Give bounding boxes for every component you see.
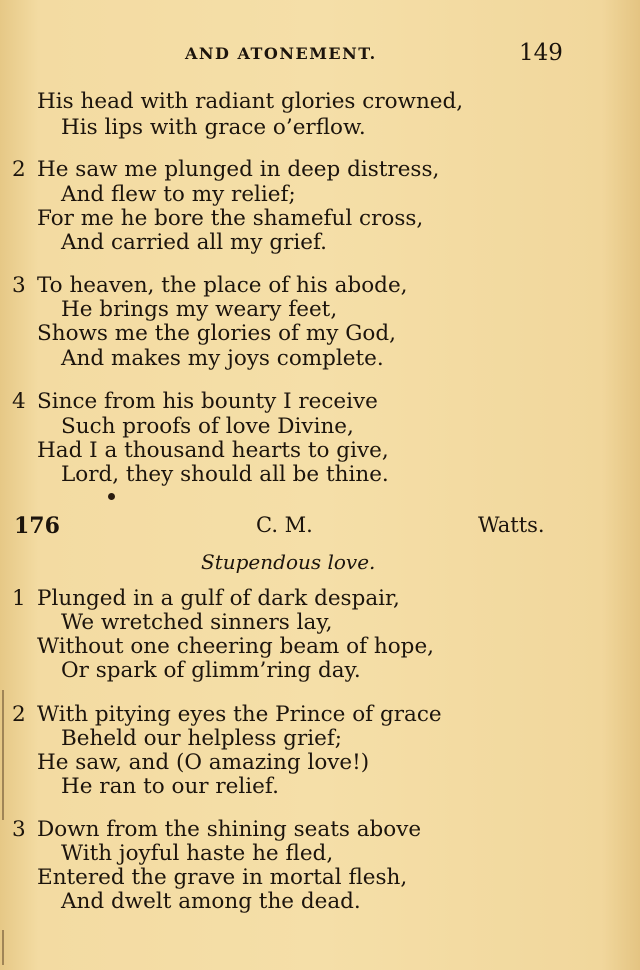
stanza-number: 2	[12, 702, 26, 727]
ink-dot	[108, 493, 115, 500]
hymn-meter: C. M.	[256, 513, 313, 537]
verse-line: Such proofs of love Divine,	[61, 414, 354, 439]
verse-line: He brings my weary feet,	[61, 297, 338, 322]
hymn-number: 176	[14, 513, 60, 539]
verse-line: Beheld our helpless grief;	[61, 726, 343, 751]
stanza-number: 2	[12, 157, 26, 182]
verse-line: Since from his bounty I receive	[37, 389, 378, 414]
verse-line: For me he bore the shameful cross,	[37, 206, 424, 231]
verse-line: With joyful haste he fled,	[61, 841, 334, 866]
page-edge-shadow	[2, 930, 4, 965]
stanza-number: 4	[12, 389, 26, 414]
stanza-number: 3	[12, 817, 26, 842]
verse-line: He saw, and (O amazing love!)	[37, 750, 370, 775]
verse-line: His head with radiant glories crowned,	[37, 89, 464, 114]
verse-line: And flew to my relief;	[61, 182, 296, 207]
verse-line: Plunged in a gulf of dark despair,	[37, 586, 400, 611]
verse-line: He ran to our relief.	[61, 774, 279, 799]
verse-line: To heaven, the place of his abode,	[37, 273, 408, 298]
verse-line: Down from the shining seats above	[37, 817, 422, 842]
verse-line: Shows me the glories of my God,	[37, 321, 396, 346]
stanza-number: 3	[12, 273, 26, 298]
verse-line: And carried all my grief.	[61, 230, 328, 255]
verse-line: His lips with grace o’erflow.	[61, 115, 366, 140]
verse-line: With pitying eyes the Prince of grace	[37, 702, 442, 727]
verse-line: And dwelt among the dead.	[61, 889, 361, 914]
hymn-title: Stupendous love.	[201, 550, 376, 574]
running-head: AND ATONEMENT.	[185, 44, 377, 63]
verse-line: He saw me plunged in deep distress,	[37, 157, 440, 182]
page-edge-shadow	[2, 690, 4, 820]
verse-line: Lord, they should all be thine.	[61, 462, 389, 487]
page-number: 149	[519, 40, 563, 66]
verse-line: And makes my joys complete.	[61, 346, 384, 371]
verse-line: Had I a thousand hearts to give,	[37, 438, 389, 463]
hymn-author: Watts.	[478, 513, 545, 537]
verse-line: We wretched sinners lay,	[61, 610, 333, 635]
verse-line: Entered the grave in mortal flesh,	[37, 865, 408, 890]
verse-line: Without one cheering beam of hope,	[37, 634, 435, 659]
stanza-number: 1	[12, 586, 26, 611]
verse-line: Or spark of glimm’ring day.	[61, 658, 361, 683]
